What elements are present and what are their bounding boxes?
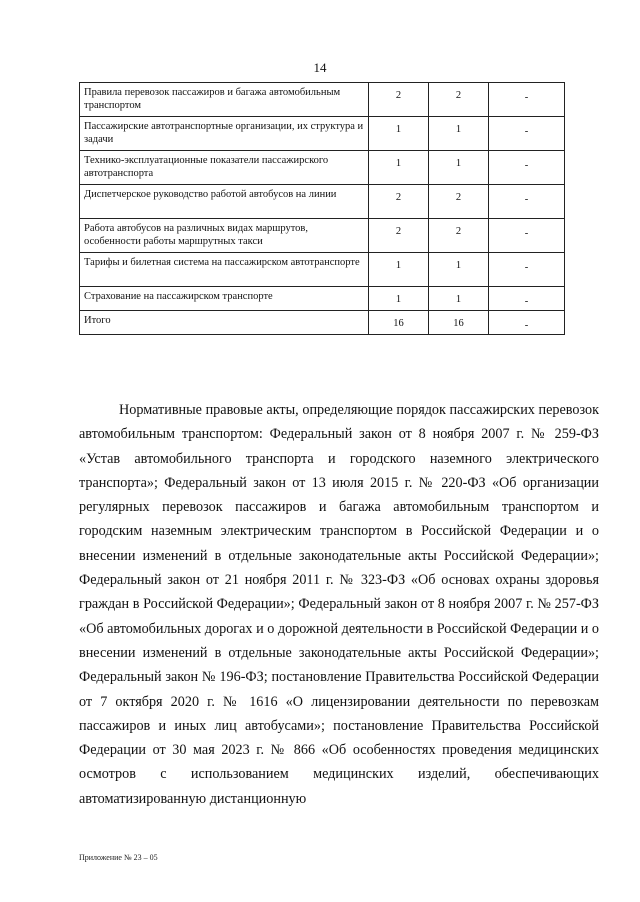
- total-label-cell: Итого: [80, 311, 369, 335]
- hours-theory-cell: 1: [429, 253, 489, 287]
- hours-theory-cell: 1: [429, 117, 489, 151]
- topic-cell: Страхование на пассажирском транспорте: [80, 287, 369, 311]
- hours-total-cell: 2: [369, 219, 429, 253]
- hours-total-cell: 1: [369, 287, 429, 311]
- topic-cell: Технико-эксплуатационные показатели пассажирского автотранспорта: [80, 151, 369, 185]
- hours-theory-cell: 2: [429, 83, 489, 117]
- hours-theory-cell: 1: [429, 287, 489, 311]
- hours-theory-cell: 2: [429, 185, 489, 219]
- hours-total-cell: 2: [369, 83, 429, 117]
- legal-acts-section: [79, 398, 599, 811]
- table-row: [80, 151, 565, 185]
- hours-practice-cell: -: [489, 185, 565, 219]
- hours-practice-cell: -: [489, 311, 565, 335]
- table-row: [80, 219, 565, 253]
- hours-total-cell: 1: [369, 253, 429, 287]
- hours-theory-cell: 2: [429, 219, 489, 253]
- hours-total-cell: 1: [369, 151, 429, 185]
- hours-theory-cell: 16: [429, 311, 489, 335]
- table-row: [80, 117, 565, 151]
- hours-practice-cell: -: [489, 219, 565, 253]
- table-row: [80, 83, 565, 117]
- topic-cell: Правила перевозок пассажиров и багажа автомобильным транспортом: [80, 83, 369, 117]
- hours-practice-cell: -: [489, 117, 565, 151]
- legal-acts-paragraph: Нормативные правовые акты, определяющие порядок пассажирских перевозок автомобильным транспортом: Федеральный закон от 8 ноября 2007 г. № 259-ФЗ «Устав автомобильного транспорта и городского наземного электрического транспорта»; Федеральный закон от 13 июля 2015 г. № 220-ФЗ «Об организации регулярных перевозок пассажиров и багажа автомобильным транспортом и городским наземным электрическим транспортом в Российской Федерации и о внесении изменений в отдельные законодательные акты Российской Федерации»; Федеральный закон от 21 ноября 2011 г. № 323-ФЗ «Об основах охраны здоровья граждан в Российской Федерации»; Федеральный закон от 8 ноября 2007 г. № 257-ФЗ «Об автомобильных дорогах и о дорожной деятельности в Российской Федерации и о внесении изменений в отдельные законодательные акты Российской Федерации»; Федеральный закон № 196-ФЗ; постановление Правительства Российской Федерации от 7 октября 2020 г. № 1616 «О лицензировании деятельности по перевозкам пассажиров и иных лиц автобусами»; постановление Правительства Российской Федерации от 30 мая 2023 г. № 866 «Об особенностях проведения медицинских осмотров с использованием медицинских изделий, обеспечивающих автоматизированную дистанционную: [79, 402, 599, 807]
- hours-total-cell: 1: [369, 117, 429, 151]
- table-row: [80, 287, 565, 311]
- topic-cell: Работа автобусов на различных видах маршрутов, особенности работы маршрутных такси: [80, 219, 369, 253]
- table-total-row: [80, 311, 565, 335]
- hours-theory-cell: 1: [429, 151, 489, 185]
- curriculum-table: [79, 82, 565, 335]
- topic-cell: Тарифы и билетная система на пассажирском автотранспорте: [80, 253, 369, 287]
- hours-practice-cell: -: [489, 151, 565, 185]
- hours-practice-cell: -: [489, 287, 565, 311]
- table-row: [80, 253, 565, 287]
- hours-practice-cell: -: [489, 83, 565, 117]
- appendix-footer: Приложение № 23 – 05: [79, 853, 158, 862]
- hours-total-cell: 16: [369, 311, 429, 335]
- table-row: [80, 185, 565, 219]
- topic-cell: Пассажирские автотранспортные организации, их структура и задачи: [80, 117, 369, 151]
- hours-total-cell: 2: [369, 185, 429, 219]
- page-number: 14: [313, 60, 327, 75]
- hours-practice-cell: -: [489, 253, 565, 287]
- topic-cell: Диспетчерское руководство работой автобусов на линии: [80, 185, 369, 219]
